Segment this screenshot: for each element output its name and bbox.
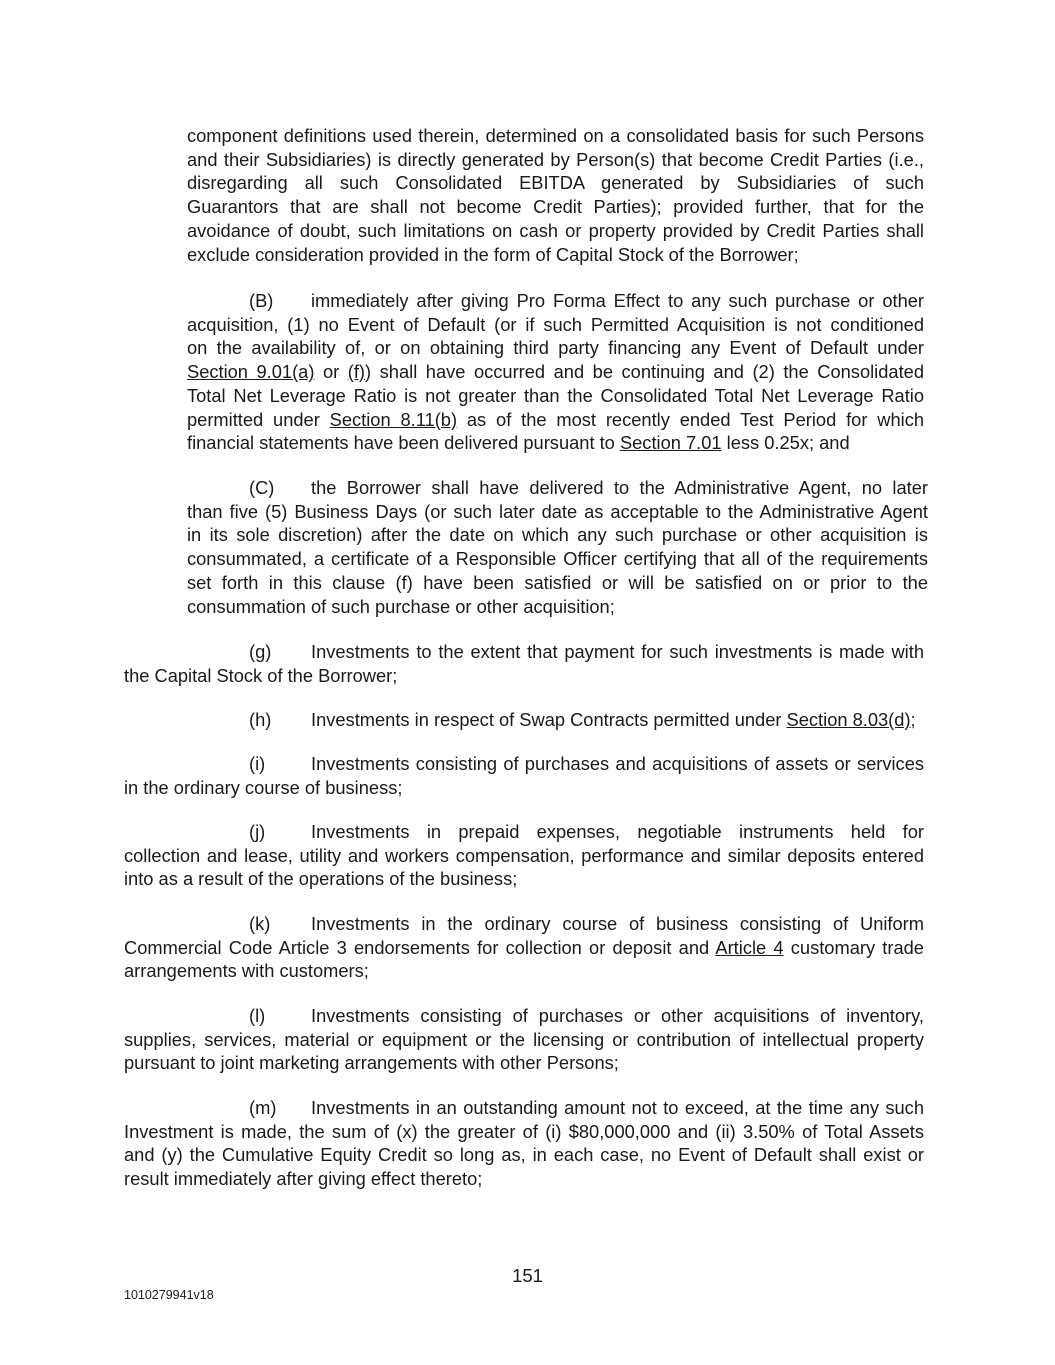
- text-line: and (y) the Cumulative Equity Credit so long as, in each case, no Event of Default shall exist or: [124, 1144, 924, 1166]
- text-line: Section 9.01(a) or (f)) shall have occurred and be continuing and (2) the Consolidated: [187, 361, 924, 383]
- clause-label: (C): [249, 477, 275, 498]
- clause-label: (k): [249, 913, 271, 934]
- text-line: avoidance of doubt, such limitations on cash or property provided by Credit Parties shall: [187, 219, 924, 241]
- clause-l: [124, 1004, 924, 1075]
- clause-label: (i): [249, 753, 266, 774]
- text-line: financial statements have been delivered pursuant to Section 7.01 less 0.25x; and: [187, 432, 850, 454]
- clause-i: [124, 752, 924, 799]
- text-line: (C) the Borrower shall have delivered to the Administrative Agent, no later: [249, 477, 928, 498]
- text-line: supplies, services, material or equipment or the licensing or contribution of intellectual property: [124, 1028, 924, 1050]
- text-line: Guarantors that are shall not become Credit Parties); provided further, that for the: [187, 196, 924, 218]
- clause-g: [124, 640, 924, 687]
- clause-label: (g): [249, 641, 272, 662]
- text-line: on the availability of, or on obtaining third party financing any Event of Default under: [187, 337, 924, 359]
- text-line: (B) immediately after giving Pro Forma Effect to any such purchase or other: [249, 290, 924, 311]
- text-line: consummated, a certificate of a Responsible Officer certifying that all of the requirements: [187, 548, 928, 570]
- text-line: Total Net Leverage Ratio is not greater than the Consolidated Total Net Leverage Ratio: [187, 384, 924, 406]
- text-line: component definitions used therein, determined on a consolidated basis for such Persons: [187, 125, 924, 146]
- section-reference: Section 7.01: [619, 432, 722, 454]
- text-line: Commercial Code Article 3 endorsements for collection or deposit and Article 4 customary trade: [124, 936, 924, 958]
- document-id: 1010279941v18: [124, 1288, 214, 1302]
- paragraph-continuation: [187, 124, 924, 266]
- text-line: (h) Investments in respect of Swap Contracts permitted under Section 8.03(d);: [249, 709, 916, 730]
- section-reference: Article 4: [715, 936, 784, 958]
- text-line: pursuant to joint marketing arrangements with other Persons;: [124, 1052, 619, 1074]
- clause-h: [124, 708, 929, 732]
- text-line: (k) Investments in the ordinary course of business consisting of Uniform: [249, 913, 924, 934]
- page-number: 151: [512, 1265, 543, 1286]
- text-line: (m) Investments in an outstanding amount not to exceed, at the time any such: [249, 1097, 924, 1118]
- text-line: into as a result of the operations of the business;: [124, 868, 518, 890]
- text-line: set forth in this clause (f) have been satisfied or will be satisfied on or prior to the: [187, 571, 928, 593]
- section-reference: Section 9.01(a): [187, 361, 315, 383]
- text-line: consummation of such purchase or other acquisition;: [187, 595, 615, 617]
- section-reference: Section 8.03(d): [786, 709, 911, 730]
- text-line: in its sole discretion) after the date on which any such purchase or other acquisition is: [187, 524, 928, 546]
- text-line: and their Subsidiaries) is directly generated by Person(s) that become Credit Parties (i.e.,: [187, 148, 924, 170]
- text-line: than five (5) Business Days (or such later date as acceptable to the Administrative Agent: [187, 500, 928, 522]
- section-reference: (f): [347, 361, 366, 383]
- clause-label: (m): [249, 1097, 277, 1118]
- text-line: permitted under Section 8.11(b) as of the most recently ended Test Period for which: [187, 408, 925, 430]
- clause-label: (j): [249, 821, 266, 842]
- text-line: (g) Investments to the extent that payment for such investments is made with: [249, 641, 924, 662]
- text-line: acquisition, (1) no Event of Default (or if such Permitted Acquisition is not conditioned: [187, 313, 924, 335]
- text-line: exclude consideration provided in the form of Capital Stock of the Borrower;: [187, 243, 799, 265]
- text-line: collection and lease, utility and workers compensation, performance and similar deposits entered: [124, 844, 924, 866]
- clause-label: (l): [249, 1005, 266, 1026]
- text-line: the Capital Stock of the Borrower;: [124, 664, 398, 686]
- clause-C: [187, 476, 928, 618]
- clause-m: [124, 1096, 924, 1191]
- clause-label: (B): [249, 290, 274, 311]
- text-line: arrangements with customers;: [124, 960, 369, 982]
- text-line: in the ordinary course of business;: [124, 776, 403, 798]
- text-line: (i) Investments consisting of purchases and acquisitions of assets or services: [249, 753, 924, 774]
- text-line: result immediately after giving effect thereto;: [124, 1168, 483, 1190]
- clause-label: (h): [249, 709, 272, 730]
- text-line: Investment is made, the sum of (x) the greater of (i) $80,000,000 and (ii) 3.50% of Total Assets: [124, 1120, 924, 1142]
- section-reference: Section 8.11(b): [329, 408, 458, 430]
- text-line: disregarding all such Consolidated EBITDA generated by Subsidiaries of such: [187, 172, 924, 194]
- text-line: (l) Investments consisting of purchases or other acquisitions of inventory,: [249, 1005, 924, 1026]
- clause-j: [124, 820, 924, 891]
- clause-B: [187, 289, 924, 455]
- clause-k: [124, 912, 924, 983]
- text-line: (j) Investments in prepaid expenses, negotiable instruments held for: [249, 821, 924, 842]
